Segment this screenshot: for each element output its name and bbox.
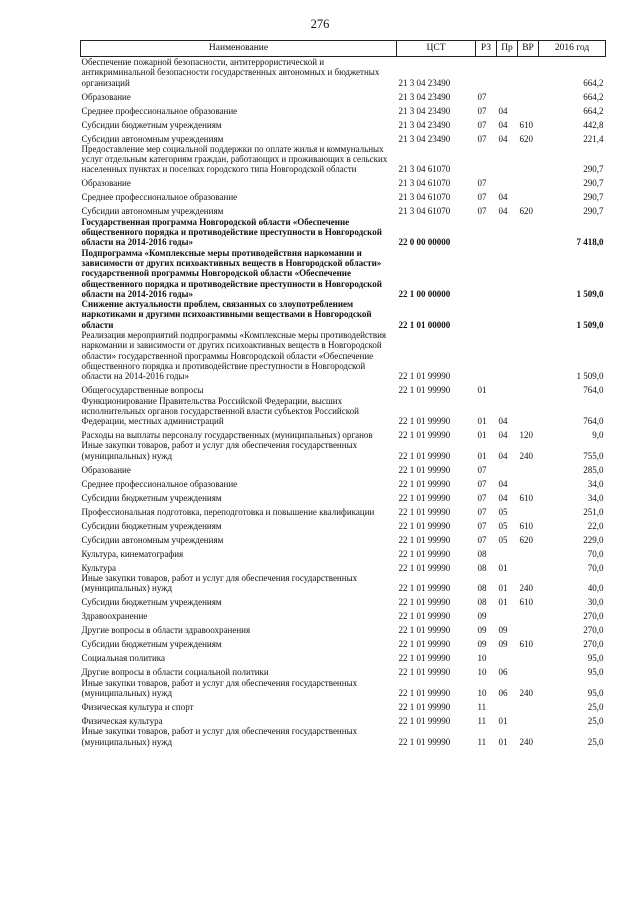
cell-pr: 04 xyxy=(498,416,508,427)
cell-name: Подпрограмма «Комплексные меры противодействия наркомании и зависимости от других психоактивных веществ в Новгородской области» государственной программы Новгородской области «Обеспечение общественного порядка и противодействие преступности в Новгородской области на 2014-2016 годы» xyxy=(81,247,382,299)
cell-cst: 21 3 04 23490 xyxy=(398,119,451,130)
cell-cst: 22 1 01 99990 xyxy=(398,736,451,747)
cell-cst: 22 1 01 99990 xyxy=(398,506,451,517)
table-row xyxy=(81,622,606,636)
cell-rz: 09 xyxy=(477,639,487,650)
cell-sum: 34,0 xyxy=(587,492,604,503)
cell-rz: 08 xyxy=(477,548,487,559)
cell-vr xyxy=(518,57,539,88)
header-sum: 2016 год xyxy=(539,41,606,57)
table-row xyxy=(81,330,606,381)
cell-name: Профессиональная подготовка, переподготовка и повышение квалификации xyxy=(81,506,375,517)
cell-vr xyxy=(518,396,539,427)
cell-rz xyxy=(476,217,497,248)
table-row xyxy=(81,248,606,299)
cell-pr xyxy=(497,144,518,175)
cell-sum: 30,0 xyxy=(587,597,604,608)
table-row xyxy=(81,475,606,489)
cell-cst: 22 1 01 99990 xyxy=(398,464,451,475)
table-row xyxy=(81,503,606,517)
cell-pr: 05 xyxy=(498,534,508,545)
cell-cst: 22 1 01 99990 xyxy=(398,385,451,396)
cell-cst: 22 0 00 00000 xyxy=(398,237,451,248)
cell-vr xyxy=(518,217,539,248)
cell-sum: 290,7 xyxy=(583,192,604,203)
cell-pr: 01 xyxy=(498,736,508,747)
header-name: Наименование xyxy=(81,41,397,57)
cell-cst: 22 1 01 99990 xyxy=(398,715,451,726)
cell-sum: 22,0 xyxy=(587,520,604,531)
cell-cst: 22 1 01 99990 xyxy=(398,430,451,441)
cell-sum: 221,4 xyxy=(583,133,604,144)
table-row xyxy=(81,573,606,594)
cell-rz: 07 xyxy=(477,206,487,217)
cell-rz: 01 xyxy=(477,416,487,427)
cell-name: Субсидии автономным учреждениям xyxy=(81,133,224,144)
cell-rz: 01 xyxy=(477,430,487,441)
cell-cst: 22 1 01 99990 xyxy=(398,583,451,594)
cell-vr: 610 xyxy=(519,119,533,130)
cell-vr: 620 xyxy=(519,206,533,217)
cell-name: Другие вопросы в области здравоохранения xyxy=(81,625,251,636)
cell-name: Культура xyxy=(81,562,116,573)
cell-sum: 290,7 xyxy=(583,178,604,189)
cell-vr xyxy=(518,475,539,489)
cell-cst: 22 1 01 00000 xyxy=(398,319,451,330)
cell-pr: 04 xyxy=(498,119,508,130)
cell-name: Снижение актуальности проблем, связанных со злоупотреблением наркотиками и другими психоактивными веществами в Новгородской области xyxy=(81,299,372,330)
cell-cst: 22 1 01 99990 xyxy=(398,416,451,427)
cell-pr: 01 xyxy=(498,715,508,726)
cell-rz: 08 xyxy=(477,562,487,573)
cell-vr: 240 xyxy=(519,450,533,461)
cell-vr xyxy=(518,299,539,330)
cell-name: Образование xyxy=(81,464,131,475)
cell-cst: 21 3 04 23490 xyxy=(398,91,451,102)
cell-rz xyxy=(476,57,497,88)
cell-sum: 25,0 xyxy=(587,736,604,747)
cell-sum: 7 418,0 xyxy=(576,237,604,248)
cell-pr: 04 xyxy=(498,133,508,144)
cell-name: Иные закупки товаров, работ и услуг для обеспечения государственных (муниципальных) нужд xyxy=(81,573,358,594)
cell-cst: 22 1 01 99990 xyxy=(398,701,451,712)
cell-rz xyxy=(476,330,497,381)
cell-rz: 07 xyxy=(477,478,487,489)
cell-pr: 04 xyxy=(498,478,508,489)
cell-vr xyxy=(518,559,539,573)
cell-sum: 9,0 xyxy=(592,430,604,441)
cell-sum: 95,0 xyxy=(587,687,604,698)
cell-vr xyxy=(518,712,539,726)
cell-name: Иные закупки товаров, работ и услуг для обеспечения государственных (муниципальных) нужд xyxy=(81,726,358,747)
table-row xyxy=(81,726,606,747)
cell-sum: 270,0 xyxy=(583,639,604,650)
table-row xyxy=(81,144,606,175)
cell-cst: 22 1 01 99990 xyxy=(398,450,451,461)
header-cst: ЦСТ xyxy=(397,41,476,57)
cell-sum: 70,0 xyxy=(587,548,604,559)
cell-sum: 70,0 xyxy=(587,562,604,573)
header-vr: ВР xyxy=(518,41,539,57)
cell-rz: 07 xyxy=(477,133,487,144)
cell-sum: 1 509,0 xyxy=(576,371,604,382)
cell-vr xyxy=(518,382,539,396)
cell-vr xyxy=(518,608,539,622)
header-rz: РЗ xyxy=(476,41,497,57)
cell-cst: 22 1 01 99990 xyxy=(398,611,451,622)
cell-name: Физическая культура и спорт xyxy=(81,701,194,712)
cell-pr: 01 xyxy=(498,583,508,594)
table-header xyxy=(81,41,606,57)
cell-pr: 09 xyxy=(498,639,508,650)
cell-vr xyxy=(518,664,539,678)
table-row xyxy=(81,189,606,203)
cell-name: Другие вопросы в области социальной политики xyxy=(81,667,269,678)
cell-pr xyxy=(497,248,518,299)
budget-table xyxy=(80,40,606,747)
cell-name: Субсидии автономным учреждениям xyxy=(81,534,224,545)
cell-rz: 08 xyxy=(477,583,487,594)
cell-name: Физическая культура xyxy=(81,715,163,726)
cell-cst: 22 1 01 99990 xyxy=(398,597,451,608)
cell-pr xyxy=(497,698,518,712)
cell-sum: 664,2 xyxy=(583,91,604,102)
cell-pr: 06 xyxy=(498,687,508,698)
cell-sum: 290,7 xyxy=(583,206,604,217)
cell-sum: 755,0 xyxy=(583,450,604,461)
cell-rz: 07 xyxy=(477,119,487,130)
cell-cst: 21 3 04 61070 xyxy=(398,164,451,175)
cell-cst: 21 3 04 23490 xyxy=(398,77,451,88)
cell-cst: 22 1 01 99990 xyxy=(398,492,451,503)
cell-vr: 240 xyxy=(519,736,533,747)
cell-rz: 10 xyxy=(477,667,487,678)
table-row xyxy=(81,517,606,531)
table-row xyxy=(81,698,606,712)
cell-vr xyxy=(518,248,539,299)
cell-rz: 11 xyxy=(477,715,487,726)
cell-sum: 25,0 xyxy=(587,701,604,712)
cell-name: Общегосударственные вопросы xyxy=(81,385,204,396)
cell-sum: 290,7 xyxy=(583,164,604,175)
cell-pr xyxy=(497,88,518,102)
cell-name: Среднее профессиональное образование xyxy=(81,478,238,489)
cell-pr xyxy=(497,175,518,189)
cell-pr xyxy=(497,57,518,88)
cell-sum: 270,0 xyxy=(583,625,604,636)
cell-sum: 764,0 xyxy=(583,385,604,396)
table-row xyxy=(81,426,606,440)
cell-pr: 04 xyxy=(498,105,508,116)
cell-rz: 01 xyxy=(477,385,487,396)
cell-cst: 22 1 01 99990 xyxy=(398,667,451,678)
cell-vr: 240 xyxy=(519,583,533,594)
cell-pr: 04 xyxy=(498,492,508,503)
table-row xyxy=(81,57,606,88)
cell-cst: 21 3 04 61070 xyxy=(398,178,451,189)
cell-name: Среднее профессиональное образование xyxy=(81,105,238,116)
header-pr: Пр xyxy=(497,41,518,57)
cell-name: Расходы на выплаты персоналу государственных (муниципальных) органов xyxy=(81,430,373,441)
cell-name: Функционирование Правительства Российской Федерации, высших исполнительных органов государственной власти субъектов Российской Федерации, местных администраций xyxy=(81,395,359,427)
cell-vr xyxy=(518,545,539,559)
cell-pr xyxy=(497,461,518,475)
cell-sum: 270,0 xyxy=(583,611,604,622)
table-row xyxy=(81,88,606,102)
cell-cst: 22 1 01 99990 xyxy=(398,687,451,698)
cell-cst: 22 1 00 00000 xyxy=(398,288,451,299)
cell-rz xyxy=(476,248,497,299)
cell-vr: 620 xyxy=(519,534,533,545)
cell-pr: 05 xyxy=(498,520,508,531)
cell-rz: 07 xyxy=(477,492,487,503)
cell-pr xyxy=(497,650,518,664)
cell-cst: 21 3 04 23490 xyxy=(398,133,451,144)
cell-sum: 40,0 xyxy=(587,583,604,594)
cell-rz: 07 xyxy=(477,178,487,189)
table-row xyxy=(81,299,606,330)
cell-vr xyxy=(518,461,539,475)
cell-rz: 01 xyxy=(477,450,487,461)
table-row xyxy=(81,217,606,248)
cell-pr: 04 xyxy=(498,450,508,461)
cell-sum: 764,0 xyxy=(583,416,604,427)
cell-cst: 22 1 01 99990 xyxy=(398,478,451,489)
table-body xyxy=(81,57,606,747)
cell-sum: 664,2 xyxy=(583,105,604,116)
cell-sum: 442,8 xyxy=(583,119,604,130)
cell-name: Государственная программа Новгородской области «Обеспечение общественного порядка и противодействие преступности в Новгородской области на 2014-2016 годы» xyxy=(81,216,382,248)
cell-name: Субсидии бюджетным учреждениям xyxy=(81,597,222,608)
page-number: 276 xyxy=(310,17,330,31)
cell-name: Социальная политика xyxy=(81,653,165,664)
table-row xyxy=(81,636,606,650)
cell-sum: 1 509,0 xyxy=(576,288,604,299)
cell-vr xyxy=(518,175,539,189)
cell-vr xyxy=(518,88,539,102)
cell-name: Иные закупки товаров, работ и услуг для обеспечения государственных (муниципальных) нужд xyxy=(81,440,358,461)
cell-sum: 664,2 xyxy=(583,77,604,88)
cell-name: Субсидии бюджетным учреждениям xyxy=(81,520,222,531)
cell-name: Образование xyxy=(81,91,131,102)
table-row xyxy=(81,130,606,144)
cell-vr: 610 xyxy=(519,520,533,531)
cell-pr: 04 xyxy=(498,430,508,441)
cell-name: Иные закупки товаров, работ и услуг для обеспечения государственных (муниципальных) нужд xyxy=(81,677,358,698)
cell-rz xyxy=(476,144,497,175)
cell-name: Обеспечение пожарной безопасности, антитеррористической и антикриминальной безопасности государственных автономных и бюджетных организаций xyxy=(81,57,380,88)
table-row xyxy=(81,608,606,622)
cell-rz xyxy=(476,299,497,330)
table-row xyxy=(81,559,606,573)
table-row xyxy=(81,396,606,427)
table-row xyxy=(81,712,606,726)
cell-cst: 21 3 04 61070 xyxy=(398,206,451,217)
cell-pr xyxy=(497,382,518,396)
cell-pr xyxy=(497,545,518,559)
table-row xyxy=(81,461,606,475)
cell-cst: 22 1 01 99990 xyxy=(398,534,451,545)
cell-rz: 07 xyxy=(477,520,487,531)
cell-cst: 22 1 01 99990 xyxy=(398,625,451,636)
cell-name: Субсидии бюджетным учреждениям xyxy=(81,639,222,650)
cell-name: Культура, кинематография xyxy=(81,548,184,559)
table-row xyxy=(81,489,606,503)
cell-cst: 22 1 01 99990 xyxy=(398,371,451,382)
cell-vr: 120 xyxy=(519,430,533,441)
cell-rz: 07 xyxy=(477,91,487,102)
table-row xyxy=(81,440,606,461)
cell-name: Субсидии бюджетным учреждениям xyxy=(81,492,222,503)
cell-name: Предоставление мер социальной поддержки по оплате жилья и коммунальных услуг отдельным категориям граждан, работающих и проживающих в сельских населенных пунктах и поселках городского типа Новгородской области xyxy=(81,143,388,175)
cell-pr: 09 xyxy=(498,625,508,636)
cell-cst: 22 1 01 99990 xyxy=(398,520,451,531)
cell-vr xyxy=(518,622,539,636)
cell-vr xyxy=(518,330,539,381)
cell-sum: 34,0 xyxy=(587,478,604,489)
cell-rz: 09 xyxy=(477,625,487,636)
cell-rz: 07 xyxy=(477,464,487,475)
cell-sum: 95,0 xyxy=(587,667,604,678)
cell-pr: 05 xyxy=(498,506,508,517)
cell-cst: 22 1 01 99990 xyxy=(398,653,451,664)
table-row xyxy=(81,650,606,664)
cell-vr xyxy=(518,503,539,517)
cell-pr xyxy=(497,217,518,248)
cell-rz: 09 xyxy=(477,611,487,622)
cell-name: Здравоохранение xyxy=(81,611,148,622)
cell-vr xyxy=(518,102,539,116)
table-row xyxy=(81,175,606,189)
cell-cst: 22 1 01 99990 xyxy=(398,562,451,573)
table-row xyxy=(81,594,606,608)
cell-pr: 04 xyxy=(498,192,508,203)
cell-vr xyxy=(518,650,539,664)
cell-rz: 10 xyxy=(477,653,487,664)
table-row xyxy=(81,116,606,130)
cell-vr: 610 xyxy=(519,639,533,650)
cell-pr: 01 xyxy=(498,562,508,573)
cell-name: Субсидии автономным учреждениям xyxy=(81,206,224,217)
cell-cst: 22 1 01 99990 xyxy=(398,548,451,559)
table-row xyxy=(81,382,606,396)
cell-rz: 10 xyxy=(477,687,487,698)
cell-cst: 21 3 04 23490 xyxy=(398,105,451,116)
cell-sum: 1 509,0 xyxy=(576,319,604,330)
cell-sum: 95,0 xyxy=(587,653,604,664)
cell-pr xyxy=(497,330,518,381)
cell-pr xyxy=(497,608,518,622)
cell-name: Субсидии бюджетным учреждениям xyxy=(81,119,222,130)
table-row xyxy=(81,664,606,678)
cell-cst: 22 1 01 99990 xyxy=(398,639,451,650)
cell-rz: 08 xyxy=(477,597,487,608)
cell-name: Среднее профессиональное образование xyxy=(81,192,238,203)
table-row xyxy=(81,531,606,545)
cell-pr: 01 xyxy=(498,597,508,608)
cell-vr xyxy=(518,144,539,175)
cell-vr: 610 xyxy=(519,492,533,503)
cell-pr xyxy=(497,299,518,330)
cell-pr: 06 xyxy=(498,667,508,678)
table-row xyxy=(81,203,606,217)
cell-vr xyxy=(518,698,539,712)
cell-name: Реализация мероприятий подпрограммы «Комплексные меры противодействия наркомании и зависимости от других психоактивных веществ в Новгородской области» государственной программы Новгородской области «Обеспечение общественного порядка и противодействие преступности в Новгородской области на 2014-2016 годы» xyxy=(81,330,387,382)
cell-name: Образование xyxy=(81,178,131,189)
cell-pr: 04 xyxy=(498,206,508,217)
cell-rz: 07 xyxy=(477,192,487,203)
cell-rz: 07 xyxy=(477,534,487,545)
cell-sum: 285,0 xyxy=(583,464,604,475)
cell-vr: 620 xyxy=(519,133,533,144)
table-row xyxy=(81,678,606,699)
cell-sum: 25,0 xyxy=(587,715,604,726)
table-row xyxy=(81,102,606,116)
cell-vr xyxy=(518,189,539,203)
cell-rz: 11 xyxy=(477,736,487,747)
cell-cst: 21 3 04 61070 xyxy=(398,192,451,203)
table-row xyxy=(81,545,606,559)
cell-rz: 11 xyxy=(477,701,487,712)
cell-vr: 240 xyxy=(519,687,533,698)
cell-rz: 07 xyxy=(477,506,487,517)
cell-sum: 251,0 xyxy=(583,506,604,517)
cell-rz: 07 xyxy=(477,105,487,116)
cell-sum: 229,0 xyxy=(583,534,604,545)
cell-vr: 610 xyxy=(519,597,533,608)
